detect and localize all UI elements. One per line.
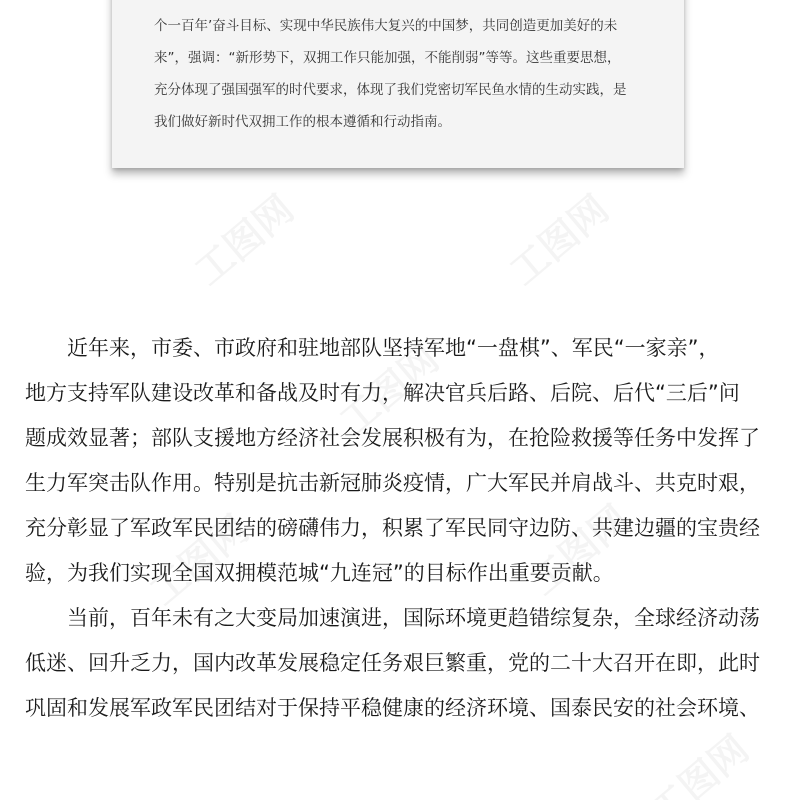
quote-line: 充分体现了强国强军的时代要求，体现了我们党密切军民鱼水情的生动实践，是 [154, 82, 627, 98]
paragraph [25, 596, 780, 731]
paragraph-line: 验，为我们实现全国双拥模范城“九连冠”的目标作出重要贡献。 [25, 561, 614, 585]
watermark [496, 180, 619, 295]
quote-line: 我们做好新时代双拥工作的根本遵循和行动指南。 [154, 114, 451, 130]
quote-text [154, 10, 654, 138]
paragraph-line: 当前，百年未有之大变局加速演进，国际环境更趋错综复杂，全球经济动荡 [67, 606, 760, 630]
paragraph [25, 326, 780, 596]
paragraph-line: 地方支持军队建设改革和备战及时有力，解决官兵后路、后院、后代“三后”问 [25, 381, 740, 405]
paragraph-line: 生力军突击队作用。特别是抗击新冠肺炎疫情，广大军民并肩战斗、共克时艰， [25, 471, 760, 495]
watermark [181, 180, 304, 295]
article-body [25, 326, 780, 731]
quote-line: 来”，强调：“新形势下，双拥工作只能加强，不能削弱”等等。这些重要思想， [154, 50, 621, 66]
paragraph-line: 低迷、回升乏力，国内改革发展稳定任务艰巨繁重，党的二十大召开在即，此时 [25, 651, 760, 675]
paragraph-line: 巩固和发展军政军民团结对于保持平稳健康的经济环境、国泰民安的社会环境、 [25, 696, 760, 720]
watermark [636, 720, 759, 800]
paragraph-line: 题成效显著；部队支援地方经济社会发展积极有为，在抢险救援等任务中发挥了 [25, 426, 760, 450]
paragraph-line: 近年来，市委、市政府和驻地部队坚持军地“一盘棋”、军民“一家亲”， [67, 336, 720, 360]
quote-line: 个一百年’奋斗目标、实现中华民族伟大复兴的中国梦，共同创造更加美好的未 [154, 18, 618, 34]
paragraph-line: 充分彰显了军政军民团结的磅礴伟力，积累了军民同守边防、共建边疆的宝贵经 [25, 516, 760, 540]
